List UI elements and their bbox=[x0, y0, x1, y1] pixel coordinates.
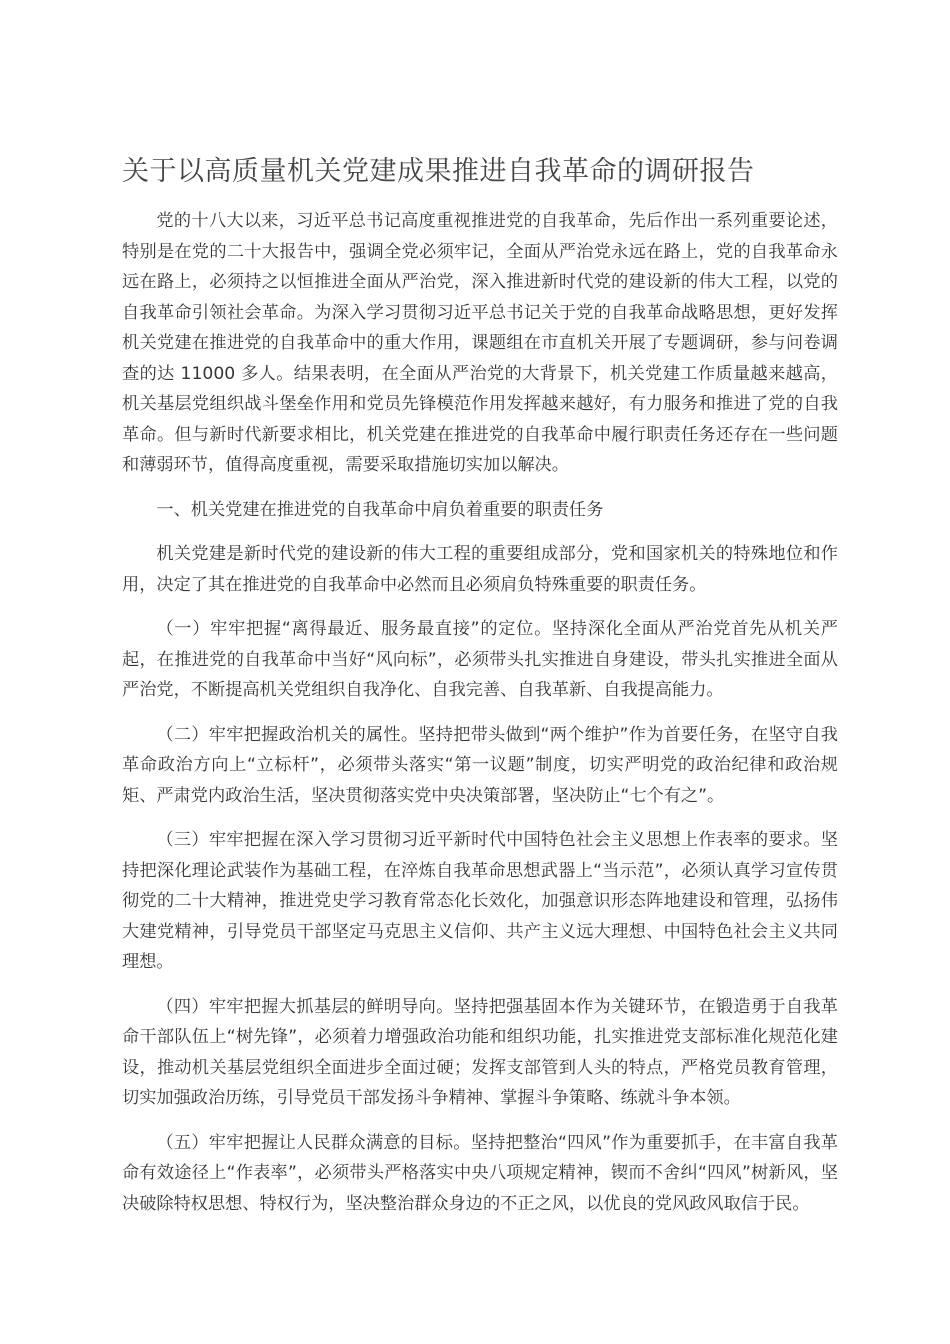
section-1-paragraph: 机关党建是新时代党的建设新的伟大工程的重要组成部分，党和国家机关的特殊地位和作用，决定了其在推进党的自我革命中必然而且必须肩负特殊重要的职责任务。 bbox=[122, 544, 838, 595]
intro-paragraph: 党的十八大以来，习近平总书记高度重视推进党的自我革命，先后作出一系列重要论述，特别是在党的二十大报告中，强调全党必须牢记，全面从严治党永远在路上，党的自我革命永远在路上，必须持之以恒推进全面从严治党，深入推进新时代党的建设新的伟大工程，以党的自我革命引领社会革命。为深入学习贯彻习近平总书记关于党的自我革命战略思想，更好发挥机关党建在推进党的自我革命中的重大作用，课题组在市直机关开展了专题调研，参与问卷调查的达 11000 多人。结果表明，在全面从严治党的大背景下，机关党建工作质量越来越高，机关基层党组织战斗堡垒作用和党员先锋模范作用发挥越来越好，有力服务和推进了党的自我革命。但与新时代新要求相比，机关党建在推进党的自我革命中履行职责任务还存在一些问题和薄弱环节，值得高度重视，需要采取措施切实加以解决。 bbox=[122, 211, 838, 475]
point-5-paragraph: （五）牢牢把握让人民群众满意的目标。坚持把整治“四风”作为重要抓手，在丰富自我革命有效途径上“作表率”，必须带头严格落实中央八项规定精神，锲而不舍纠“四风”树新风，坚决破除特权思想、特权行为，坚决整治群众身边的不正之风，以优良的党风政风取信于民。 bbox=[122, 1132, 838, 1214]
point-2-paragraph: （二）牢牢把握政治机关的属性。坚持把带头做到“两个维护”作为首要任务，在坚守自我革命政治方向上“立标杆”，必须带头落实“第一议题”制度，切实严明党的政治纪律和政治规矩、严肃党内政治生活，坚决贯彻落实党中央决策部署，坚决防止“七个有之”。 bbox=[122, 724, 838, 806]
point-4-paragraph: （四）牢牢把握大抓基层的鲜明导向。坚持把强基固本作为关键环节，在锻造勇于自我革命干部队伍上“树先锋”，必须着力增强政治功能和组织功能，扎实推进党支部标准化规范化建设，推动机关基层党组织全面进步全面过硬；发挥支部管到人头的特点，严格党员教育管理，切实加强政治历练，引导党员干部发扬斗争精神、掌握斗争策略、练就斗争本领。 bbox=[122, 996, 838, 1108]
point-3-paragraph: （三）牢牢把握在深入学习贯彻习近平新时代中国特色社会主义思想上作表率的要求。坚持把深化理论武装作为基础工程，在淬炼自我革命思想武器上“当示范”，必须认真学习宣传贯彻党的二十大精神，推进党史学习教育常态化长效化，加强意识形态阵地建设和管理，弘扬伟大建党精神，引导党员干部坚定马克思主义信仰、共产主义远大理想、中国特色社会主义共同理想。 bbox=[122, 830, 838, 972]
document-title: 关于以高质量机关党建成果推进自我革命的调研报告 bbox=[122, 156, 755, 187]
point-1-paragraph: （一）牢牢把握“离得最近、服务最直接”的定位。坚持深化全面从严治党首先从机关严起，在推进党的自我革命中当好“风向标”，必须带头扎实推进自身建设，带头扎实推进全面从严治党，不断提高机关党组织自我净化、自我完善、自我革新、自我提高能力。 bbox=[122, 619, 838, 700]
document-body bbox=[122, 206, 838, 1233]
section-heading-1: 一、机关党建在推进党的自我革命中肩负着重要的职责任务 bbox=[156, 499, 604, 520]
